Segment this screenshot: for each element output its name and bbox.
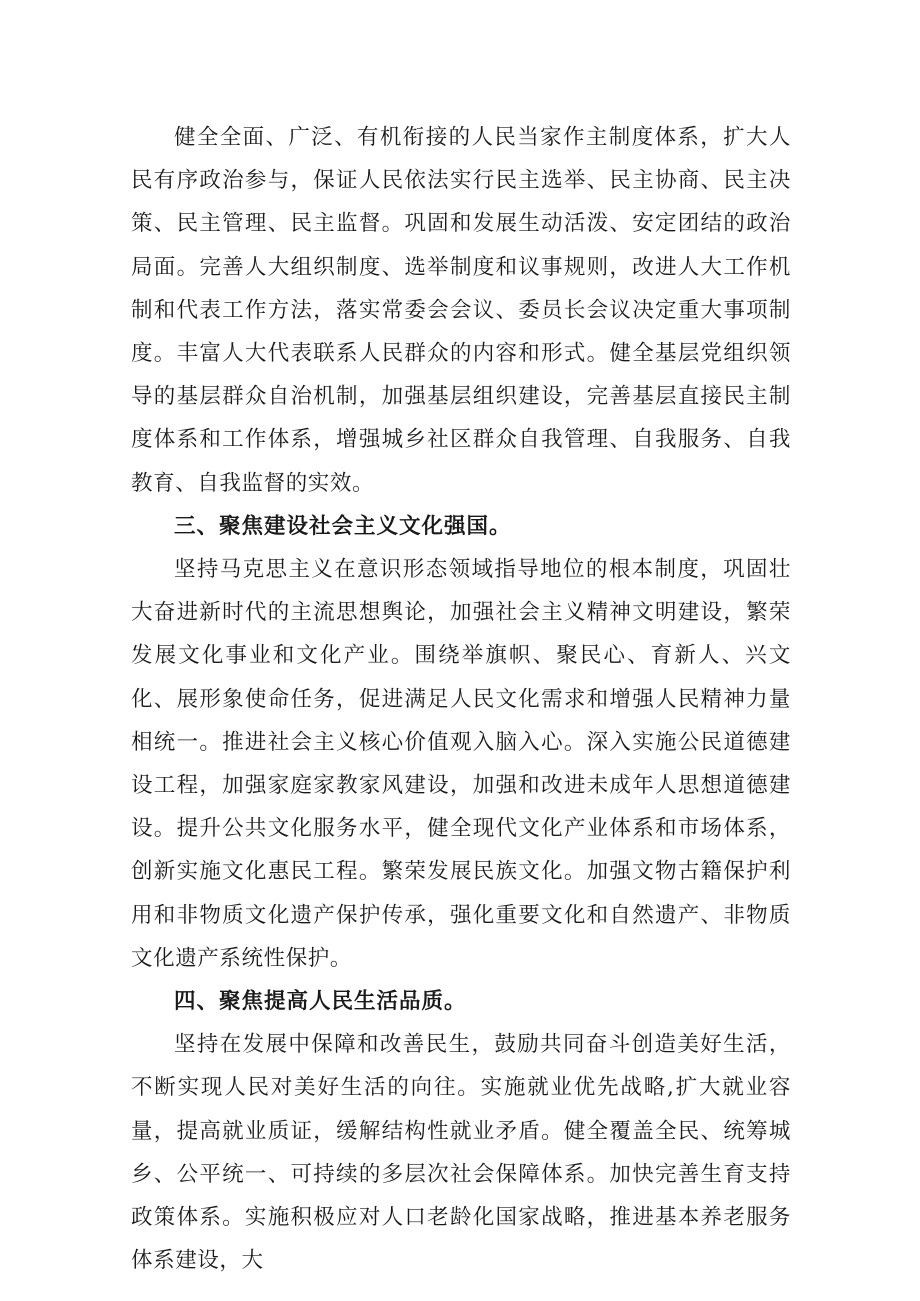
section-heading-livelihood: 四、聚焦提高人民生活品质。	[174, 989, 467, 1015]
paragraph-culture: 坚持马克思主义在意识形态领域指导地位的根本制度，巩固壮大奋进新时代的主流思想舆论，加强社会主义精神文明建设，繁荣发展文化事业和文化产业。围绕举旗帜、聚民心、育新人、兴文化、展形象使命任务，促进满足人民文化需求和增强人民精神力量相统一。推进社会主义核心价值观入脑入心。深入实施公民道德建设工程，加强家庭家教家风建设，加强和改进未成年人思想道德建设。提升公共文化服务水平，健全现代文化产业体系和市场体系，创新实施文化惠民工程。繁荣发展民族文化。加强文物古籍保护利用和非物质文化遗产保护传承，强化重要文化和自然遗产、非物质文化遗产系统性保护。	[131, 557, 791, 971]
paragraph-people-democracy: 健全全面、广泛、有机衔接的人民当家作主制度体系，扩大人民有序政治参与，保证人民依法实行民主选举、民主协商、民主决策、民主管理、民主监督。巩固和发展生动活泼、安定团结的政治局面。完善人大组织制度、选举制度和议事规则，改进人大工作机制和代表工作方法，落实常委会会议、委员长会议决定重大事项制度。丰富人大代表联系人民群众的内容和形式。健全基层党组织领导的基层群众自治机制，加强基层组织建设，完善基层直接民主制度体系和工作体系，增强城乡社区群众自我管理、自我服务、自我教育、自我监督的实效。	[131, 125, 791, 496]
document-page	[131, 116, 791, 1282]
section-heading-culture: 三、聚焦建设社会主义文化强国。	[174, 513, 512, 539]
paragraph-livelihood: 坚持在发展中保障和改善民生，鼓励共同奋斗创造美好生活，不断实现人民对美好生活的向往。实施就业优先战略,扩大就业容量，提高就业质证，缓解结构性就业矛盾。健全覆盖全民、统筹城乡、公平统一、可持续的多层次社会保障体系。加快完善生育支持政策体系。实施积极应对人口老龄化国家战略，推进基本养老服务体系建设，大	[131, 1032, 791, 1274]
